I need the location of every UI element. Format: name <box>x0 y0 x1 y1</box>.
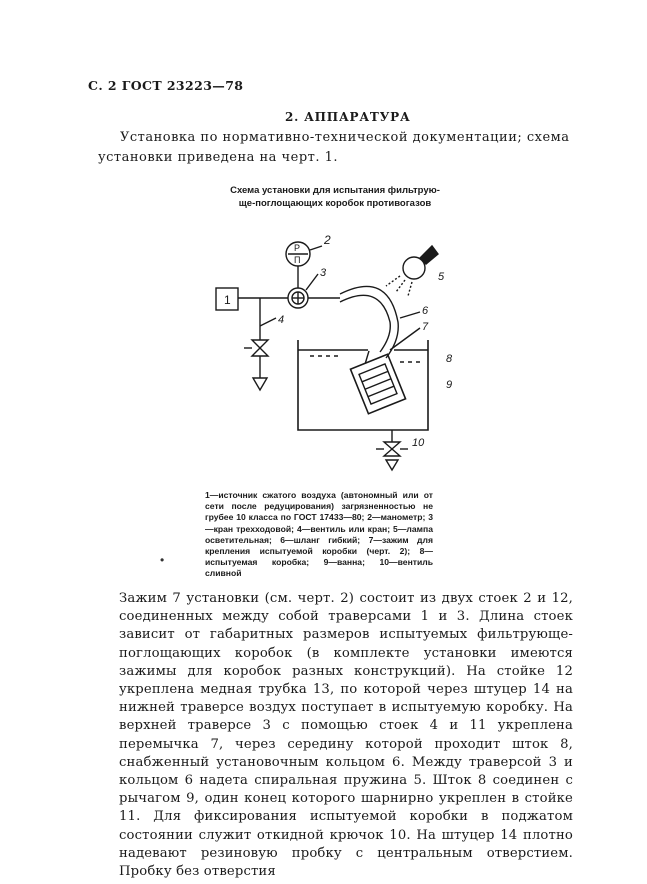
gauge-label-bottom: П <box>294 255 301 265</box>
intro-line-1: Установка по нормативно-технической документации; схема <box>120 130 570 145</box>
body-paragraph-text: Зажим 7 установки (см. черт. 2) состоит из двух стоек 2 и 12, соединенных между собой траверсами 1 и 3. Длина стоек зависит от габаритных размеров испытуемых фильтрующе-поглощающих коробок (в комплекте установки имеются зажимы для коробок разных конструкций). На стойке 12 укреплена медная трубка 13, по которой через штуцер 14 на нижней траверсе воздух поступает в испытуемую коробку. На верхней траверсе 3 с помощью стоек 4 и 11 укреплена перемычка 7, через середину которой проходит шток 8, снабженный установочным кольцом 6. Между траверсой 3 и кольцом 6 надета спиральная пружина 5. Шток 8 соединен с рычагом 9, один конец которого шарнирно укреплен в стойке 11. Для фиксирования испытуемой коробки в поджатом состоянии служит откидной крючок 10. На штуцер 14 плотно надевают резиновую пробку с центральным отверстием. Пробку без отверстия <box>119 591 573 880</box>
leader-7 <box>390 328 420 350</box>
leader-3 <box>306 274 318 290</box>
flexible-hose-inner <box>340 295 390 352</box>
label-7: 7 <box>422 321 429 333</box>
intro-line-2: установки приведена на черт. 1. <box>98 150 339 165</box>
figure-legend: 1—источник сжатого воздуха (автономный или от сети после редуцирования) загрязненностью не грубее 10 класса по ГОСТ 17433—80; 2—манометр; 3—кран трехходовой; 4—вентиль или кран; 5—лампа осветительная; 6—шланг гибкий; 7—зажим для крепления испытуемой коробки (черт. 2); 8—испытуемая коробка; 9—ванна; 10—вентиль сливной <box>205 490 433 579</box>
drain-arrow-icon <box>386 460 398 470</box>
label-3: 3 <box>320 267 327 279</box>
light-ray-1 <box>396 280 405 292</box>
scan-mark-icon: • <box>160 553 165 567</box>
light-ray-2 <box>408 282 412 296</box>
page-header: С. 2 ГОСТ 23223—78 <box>88 78 244 93</box>
label-9: 9 <box>446 379 453 391</box>
label-8: 8 <box>446 353 453 365</box>
leader-2 <box>310 246 322 250</box>
scheme-title-line-2: ще-поглощающих коробок противогазов <box>238 198 432 209</box>
apparatus-diagram <box>200 222 480 472</box>
valve-4-icon <box>252 340 268 356</box>
label-4: 4 <box>278 314 285 326</box>
lamp-base <box>420 246 438 264</box>
leader-6 <box>400 312 420 318</box>
tested-canister-icon <box>347 345 406 414</box>
leader-4 <box>260 318 276 326</box>
intro-paragraph <box>98 128 576 168</box>
scheme-title <box>205 184 465 210</box>
scheme-title-line-1: Схема установки для испытания фильтрую- <box>230 185 440 196</box>
label-10: 10 <box>412 437 425 449</box>
label-5: 5 <box>438 271 445 283</box>
drain-valve-icon <box>384 442 400 456</box>
light-ray-3 <box>386 276 400 286</box>
exhaust-arrow-icon <box>253 378 267 390</box>
label-6: 6 <box>422 305 429 317</box>
label-2: 2 <box>324 233 331 247</box>
label-1: 1 <box>224 293 231 307</box>
gauge-label-top: Р <box>294 243 301 253</box>
section-title: 2. АППАРАТУРА <box>285 110 411 124</box>
body-paragraph <box>95 590 573 881</box>
